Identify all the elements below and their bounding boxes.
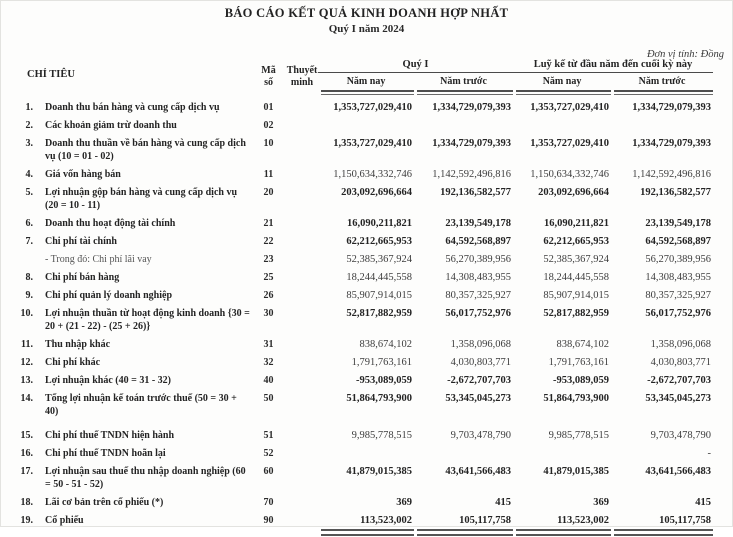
row-note <box>286 132 318 163</box>
row-label: Doanh thu thuần về bán hàng và cung cấp dịch vụ (10 = 01 - 02) <box>45 138 246 162</box>
value-ytd-current: 1,791,763,161 <box>548 357 610 368</box>
table-row <box>1 442 713 460</box>
row-label: Lợi nhuận gộp bán hàng và cung cấp dịch vụ (20 = 10 - 11) <box>45 187 238 211</box>
value-q1-prior: 43,641,566,483 <box>445 466 512 477</box>
table-row <box>1 302 713 333</box>
value-ytd-current: 62,212,665,953 <box>543 236 610 247</box>
row-number: 14. <box>20 393 33 404</box>
value-q1-prior: 1,142,592,496,816 <box>432 169 512 180</box>
value-q1-current: 113,523,002 <box>360 515 413 526</box>
row-note <box>286 302 318 333</box>
row-number: 1. <box>25 102 33 113</box>
row-label: Thu nhập khác <box>45 339 111 350</box>
value-q1-prior: 14,308,483,955 <box>445 272 512 283</box>
row-number: 6. <box>25 218 33 229</box>
row-label: Doanh thu bán hàng và cung cấp dịch vụ <box>45 102 220 113</box>
value-ytd-current: 203,092,696,664 <box>538 187 610 198</box>
value-q1-prior: 1,334,729,079,393 <box>432 138 512 149</box>
row-label: Chi phí bán hàng <box>45 272 120 283</box>
value-q1-prior: 192,136,582,577 <box>440 187 512 198</box>
value-ytd-prior: 1,358,096,068 <box>650 339 712 350</box>
value-ytd-prior: 56,017,752,976 <box>645 308 712 319</box>
row-number: 11. <box>21 339 33 350</box>
value-q1-prior: 9,703,478,790 <box>450 430 512 441</box>
value-ytd-prior: 1,334,729,079,393 <box>632 102 712 113</box>
value-q1-current: 1,791,763,161 <box>351 357 413 368</box>
column-group-quarter: Quý I <box>318 59 513 73</box>
row-sublabel: - Trong đó: Chi phí lãi vay <box>45 254 152 265</box>
double-rule <box>417 90 513 95</box>
value-ytd-prior: 1,334,729,079,393 <box>632 138 712 149</box>
value-ytd-current: 51,864,793,900 <box>543 393 610 404</box>
value-q1-current: 52,385,367,924 <box>346 254 413 265</box>
row-number: 17. <box>20 466 33 477</box>
row-note <box>286 369 318 387</box>
column-header-ytd-prior: Năm trước <box>638 76 686 87</box>
row-number: 16. <box>20 448 33 459</box>
row-code: 52 <box>263 448 274 459</box>
row-number: 4. <box>25 169 33 180</box>
row-number: 19. <box>20 515 33 526</box>
row-note <box>286 248 318 266</box>
row-label: Giá vốn hàng bán <box>45 169 121 180</box>
value-q1-current: -953,089,059 <box>356 375 413 386</box>
value-ytd-current: 18,244,445,558 <box>543 272 610 283</box>
row-code: 10 <box>263 138 274 149</box>
row-label: Doanh thu hoạt động tài chính <box>45 218 176 229</box>
value-q1-prior <box>414 442 513 460</box>
value-q1-current: 1,353,727,029,410 <box>333 102 413 113</box>
row-label: Lợi nhuận sau thuế thu nhập doanh nghiệp (60 = 50 - 51 - 52) <box>45 466 246 490</box>
row-label: Chi phí tài chính <box>45 236 117 247</box>
row-label: Chi phí thuế TNDN hoãn lại <box>45 448 166 459</box>
value-q1-prior: 105,117,758 <box>459 515 512 526</box>
column-header-ytd-current: Năm nay <box>542 76 582 87</box>
value-ytd-prior: -2,672,707,703 <box>647 375 712 386</box>
row-code: 40 <box>263 375 274 386</box>
row-number: 10. <box>20 308 33 319</box>
row-note <box>286 509 318 527</box>
row-code: 26 <box>263 290 274 301</box>
table-row <box>1 266 713 284</box>
column-header-code: Mã số <box>261 65 276 88</box>
row-code: 02 <box>263 120 274 131</box>
value-ytd-current: 52,385,367,924 <box>543 254 610 265</box>
row-code: 23 <box>263 254 274 265</box>
value-ytd-current <box>513 442 611 460</box>
value-ytd-current: 1,353,727,029,410 <box>530 102 610 113</box>
value-ytd-prior: 56,270,389,956 <box>645 254 712 265</box>
row-code: 51 <box>263 430 274 441</box>
value-q1-prior: 415 <box>495 497 512 508</box>
row-code: 50 <box>263 393 274 404</box>
column-header-notes: Thuyết minh <box>286 65 318 88</box>
title-block <box>1 1 732 35</box>
value-q1-prior: 4,030,803,771 <box>450 357 512 368</box>
row-label: Lợi nhuận khác (40 = 31 - 32) <box>45 375 171 386</box>
value-ytd-prior: 43,641,566,483 <box>645 466 712 477</box>
value-q1-current: 203,092,696,664 <box>341 187 413 198</box>
value-q1-current <box>318 442 414 460</box>
value-ytd-prior: 415 <box>695 497 712 508</box>
table-header <box>1 59 713 96</box>
row-note <box>286 284 318 302</box>
column-group-ytd: Luỹ kế từ đầu năm đến cuối kỳ này <box>513 59 713 73</box>
table-row <box>1 284 713 302</box>
table-row <box>1 333 713 351</box>
value-ytd-prior: 192,136,582,577 <box>640 187 712 198</box>
row-note <box>286 163 318 181</box>
report-title: BÁO CÁO KẾT QUẢ KINH DOANH HỢP NHẤT <box>224 6 509 20</box>
report-subtitle: Quý I năm 2024 <box>328 23 405 35</box>
table-row <box>1 212 713 230</box>
table-subrow <box>1 248 713 266</box>
value-q1-current: 1,150,634,332,746 <box>333 169 413 180</box>
row-note <box>286 442 318 460</box>
closing-double-rule <box>321 529 414 536</box>
row-code: 31 <box>263 339 274 350</box>
value-q1-current: 838,674,102 <box>359 339 413 350</box>
table-row <box>1 351 713 369</box>
double-rule <box>516 90 611 95</box>
row-note <box>286 387 318 418</box>
value-ytd-current: 41,879,015,385 <box>543 466 610 477</box>
row-label: Cổ phiếu <box>45 515 84 526</box>
table-row <box>1 96 713 114</box>
table-row <box>1 163 713 181</box>
value-ytd-current: 369 <box>593 497 610 508</box>
value-ytd-prior: 9,703,478,790 <box>650 430 712 441</box>
table-row <box>1 181 713 212</box>
row-note <box>286 266 318 284</box>
table-row <box>1 460 713 491</box>
row-note <box>286 418 318 442</box>
value-ytd-prior: 14,308,483,955 <box>645 272 712 283</box>
value-q1-prior: 80,357,325,927 <box>445 290 512 301</box>
row-number <box>1 248 35 266</box>
table-row <box>1 491 713 509</box>
value-q1-current: 9,985,778,515 <box>351 430 413 441</box>
row-code: 30 <box>263 308 274 319</box>
closing-double-rule <box>516 529 611 536</box>
row-code: 90 <box>263 515 274 526</box>
value-q1-current: 85,907,914,015 <box>346 290 413 301</box>
row-number: 3. <box>25 138 33 149</box>
value-q1-current: 369 <box>396 497 413 508</box>
row-code: 01 <box>263 102 274 113</box>
row-note <box>286 491 318 509</box>
report-table-body <box>1 96 713 527</box>
value-q1-current <box>318 114 414 132</box>
row-number: 9. <box>25 290 33 301</box>
row-label: Chi phí khác <box>45 357 101 368</box>
row-number: 12. <box>20 357 33 368</box>
value-ytd-current <box>513 114 611 132</box>
value-ytd-prior: 23,139,549,178 <box>645 218 712 229</box>
value-q1-prior: 56,270,389,956 <box>445 254 512 265</box>
value-ytd-current: 9,985,778,515 <box>548 430 610 441</box>
value-q1-current: 16,090,211,821 <box>346 218 413 229</box>
unit-note: Đơn vị tính: Đồng <box>646 49 724 60</box>
double-rule <box>321 90 414 95</box>
row-number: 5. <box>25 187 33 198</box>
value-ytd-prior: 80,357,325,927 <box>645 290 712 301</box>
row-label: Lãi cơ bản trên cổ phiếu (*) <box>45 497 164 508</box>
row-code: 22 <box>263 236 274 247</box>
value-q1-prior: -2,672,707,703 <box>447 375 512 386</box>
value-q1-prior: 1,358,096,068 <box>450 339 512 350</box>
row-label: Lợi nhuận thuần từ hoạt động kinh doanh {30 = 20 + (21 - 22) - (25 + 26)} <box>45 308 250 332</box>
footer-rule-row <box>1 527 713 537</box>
column-header-q1-current: Năm nay <box>346 76 386 87</box>
value-q1-prior <box>414 114 513 132</box>
table-row <box>1 230 713 248</box>
value-q1-current: 51,864,793,900 <box>346 393 413 404</box>
value-q1-prior: 53,345,045,273 <box>445 393 512 404</box>
value-ytd-prior: 105,117,758 <box>659 515 712 526</box>
table-row <box>1 418 713 442</box>
row-note <box>286 96 318 114</box>
row-number: 8. <box>25 272 33 283</box>
row-note <box>286 181 318 212</box>
value-ytd-prior: 1,142,592,496,816 <box>632 169 712 180</box>
value-ytd-prior <box>611 114 713 132</box>
row-label: Chi phí thuế TNDN hiện hành <box>45 430 175 441</box>
table-row <box>1 509 713 527</box>
row-code: 32 <box>263 357 274 368</box>
value-q1-prior: 64,592,568,897 <box>445 236 512 247</box>
double-rule <box>614 90 713 95</box>
row-number: 13. <box>20 375 33 386</box>
row-code: 21 <box>263 218 274 229</box>
value-ytd-current: 113,523,002 <box>557 515 610 526</box>
row-number: 2. <box>25 120 33 131</box>
value-ytd-prior: 53,345,045,273 <box>645 393 712 404</box>
value-ytd-current: 1,353,727,029,410 <box>530 138 610 149</box>
value-q1-current: 62,212,665,953 <box>346 236 413 247</box>
row-note <box>286 460 318 491</box>
value-ytd-current: 85,907,914,015 <box>543 290 610 301</box>
row-code: 11 <box>263 169 274 180</box>
table-row <box>1 387 713 418</box>
value-ytd-current: 52,817,882,959 <box>543 308 610 319</box>
row-label: Các khoản giảm trừ doanh thu <box>45 120 177 131</box>
row-code: 60 <box>263 466 274 477</box>
value-q1-current: 52,817,882,959 <box>346 308 413 319</box>
row-number: 18. <box>20 497 33 508</box>
value-q1-prior: 1,334,729,079,393 <box>432 102 512 113</box>
income-statement-table <box>1 59 713 537</box>
column-header-criteria: CHỈ TIÊU <box>27 69 75 80</box>
row-note <box>286 114 318 132</box>
row-note <box>286 351 318 369</box>
value-ytd-prior: 64,592,568,897 <box>645 236 712 247</box>
row-number: 15. <box>20 430 33 441</box>
row-note <box>286 212 318 230</box>
column-header-q1-prior: Năm trước <box>440 76 487 87</box>
value-ytd-current: 16,090,211,821 <box>543 218 610 229</box>
value-q1-current: 41,879,015,385 <box>346 466 413 477</box>
value-ytd-current: 838,674,102 <box>556 339 610 350</box>
row-code: 20 <box>263 187 274 198</box>
value-q1-prior: 56,017,752,976 <box>445 308 512 319</box>
table-row <box>1 132 713 163</box>
closing-double-rule <box>614 529 713 536</box>
value-ytd-current: -953,089,059 <box>553 375 610 386</box>
value-ytd-prior: 4,030,803,771 <box>650 357 712 368</box>
closing-double-rule <box>417 529 513 536</box>
row-note <box>286 333 318 351</box>
row-number: 7. <box>25 236 33 247</box>
value-q1-prior: 23,139,549,178 <box>445 218 512 229</box>
row-code: 25 <box>263 272 274 283</box>
value-q1-current: 1,353,727,029,410 <box>333 138 413 149</box>
value-ytd-prior: - <box>707 448 712 459</box>
row-label: Tổng lợi nhuận kế toán trước thuế (50 = 30 + 40) <box>45 393 237 417</box>
value-q1-current: 18,244,445,558 <box>346 272 413 283</box>
row-label: Chi phí quản lý doanh nghiệp <box>45 290 173 301</box>
value-ytd-current: 1,150,634,332,746 <box>530 169 610 180</box>
table-row <box>1 369 713 387</box>
row-note <box>286 230 318 248</box>
table-row <box>1 114 713 132</box>
row-code: 70 <box>263 497 274 508</box>
